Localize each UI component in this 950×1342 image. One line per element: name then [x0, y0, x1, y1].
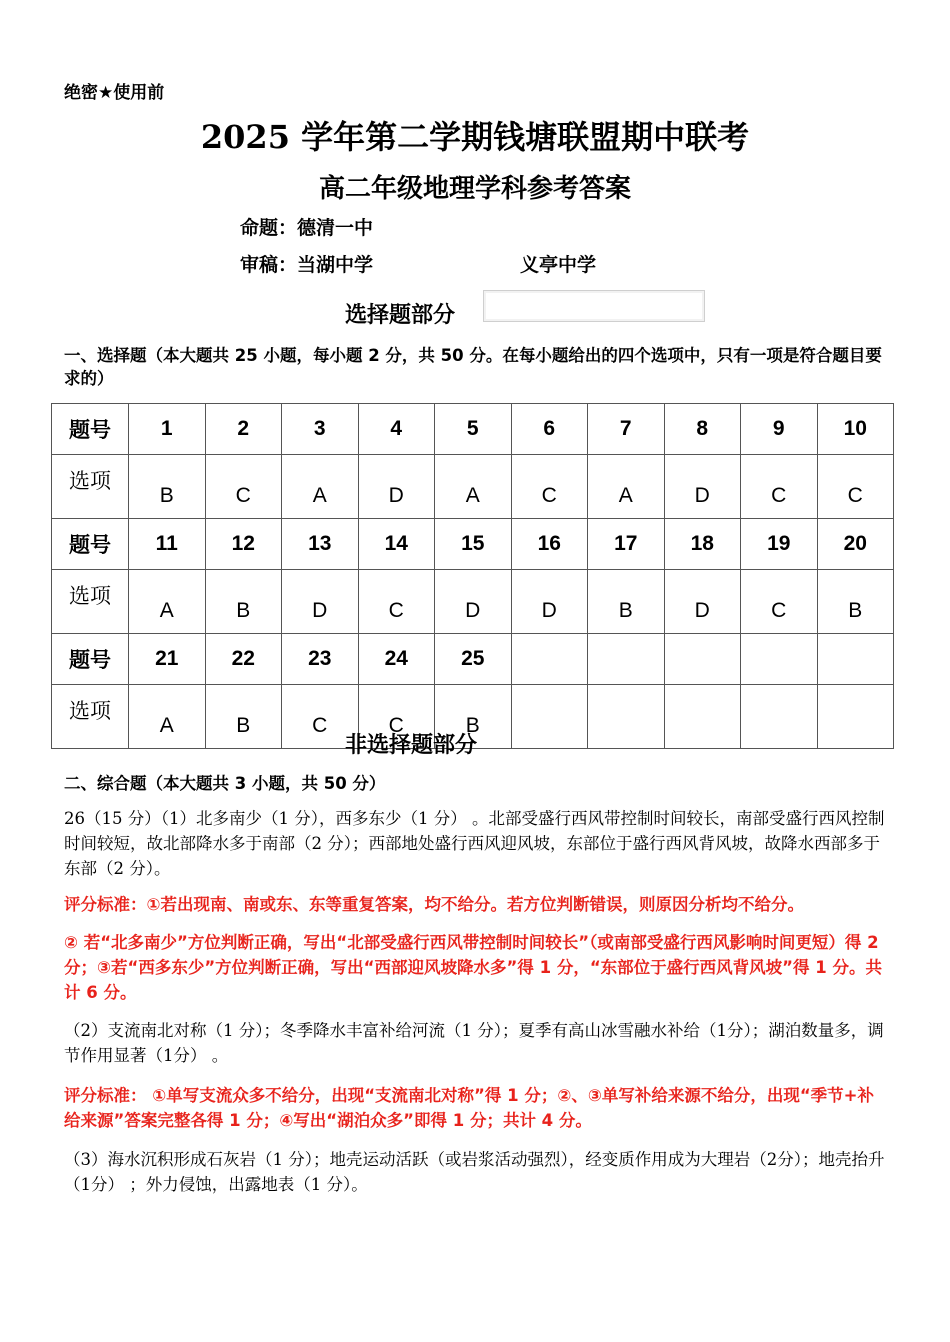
question-number-cell: 1: [129, 404, 206, 455]
question-number-cell: 3: [282, 404, 359, 455]
choice-section-intro: 一、选择题（本大题共 25 小题，每小题 2 分，共 50 分。在每小题给出的四个选项中，只有一项是符合题目要求的）: [64, 346, 882, 388]
exam-title: 2025 学年第二学期钱塘联盟期中联考: [200, 118, 750, 156]
question-number-header: 题号: [52, 404, 129, 455]
answer-option-header: 选项: [52, 570, 129, 634]
answer-option-cell: D: [435, 570, 512, 634]
table-row: [52, 634, 894, 685]
question-number-header: 题号: [52, 519, 129, 570]
reviewer-credit: 审稿：当湖中学: [240, 254, 374, 276]
answer-option-cell: D: [282, 570, 359, 634]
table-row: [52, 519, 894, 570]
question-number-header: 题号: [52, 634, 129, 685]
question-number-cell: [664, 634, 741, 685]
answer-option-cell: C: [358, 570, 435, 634]
question-number-cell: 17: [588, 519, 665, 570]
answer-option-cell: A: [588, 455, 665, 519]
table-row: [52, 570, 894, 634]
question-number-cell: 23: [282, 634, 359, 685]
answer-option-cell: D: [664, 455, 741, 519]
answer-option-cell: C: [282, 685, 359, 749]
answer-option-cell: A: [282, 455, 359, 519]
answer-table: [51, 403, 894, 749]
confidential-label: 绝密★使用前: [64, 83, 165, 103]
answer-option-cell: C: [741, 455, 818, 519]
answer-option-cell: [664, 685, 741, 749]
answer-q26-part3: （3）海水沉积形成石灰岩（1 分）；地壳运动活跃（或岩浆活动强烈），经变质作用成为大理岩（2分）；地壳抬升（1分） ；外力侵蚀，出露地表（1 分）。: [64, 1150, 885, 1194]
choice-section-title: 选择题部分: [345, 303, 456, 328]
essay-section-intro: 二、综合题（本大题共 3 小题，共 50 分）: [64, 774, 386, 793]
answer-option-cell: D: [358, 455, 435, 519]
answer-option-cell: [741, 685, 818, 749]
answer-option-cell: A: [129, 685, 206, 749]
table-row: [52, 455, 894, 519]
answer-q26-part1: 26（15 分）（1）北多南少（1 分），西多东少（1 分） 。北部受盛行西风带控制时间较长，南部受盛行西风控制时间较短，故北部降水多于南部（2 分）；西部地处盛行西风迎风坡，东部位于盛行西风背风坡，故降水西部多于东部（2 分）。: [64, 809, 885, 878]
question-number-cell: [817, 634, 894, 685]
answer-option-cell: C: [741, 570, 818, 634]
table-row: [52, 404, 894, 455]
question-number-cell: [588, 634, 665, 685]
answer-option-cell: D: [664, 570, 741, 634]
question-number-cell: 11: [129, 519, 206, 570]
question-number-cell: 24: [358, 634, 435, 685]
answer-option-cell: B: [205, 685, 282, 749]
rubric-note-1: 评分标准：①若出现南、南或东、东等重复答案，均不给分。若方位判断错误，则原因分析均不给分。: [64, 895, 804, 914]
answer-option-cell: D: [511, 570, 588, 634]
exam-subtitle: 高二年级地理学科参考答案: [318, 174, 631, 204]
question-number-cell: 4: [358, 404, 435, 455]
question-number-cell: 9: [741, 404, 818, 455]
question-number-cell: 8: [664, 404, 741, 455]
question-number-cell: 19: [741, 519, 818, 570]
answer-option-cell: C: [511, 455, 588, 519]
answer-q26-part2: （2）支流南北对称（1 分）；冬季降水丰富补给河流（1 分）；夏季有高山冰雪融水补给（1分）；湖泊数量多，调节作用显著（1分） 。: [64, 1021, 884, 1065]
question-number-cell: 14: [358, 519, 435, 570]
question-number-cell: 7: [588, 404, 665, 455]
rubric-note-2: ② 若“北多南少”方位判断正确，写出“北部受盛行西风带控制时间较长”（或南部受盛行西风影响时间更短）得 2 分；③若“西多东少”方位判断正确，写出“西部迎风坡降水多”得 1 分，“东部位于盛行西风背风坡”得 1 分。共计 6 分。: [64, 933, 882, 1002]
question-number-cell: 2: [205, 404, 282, 455]
answer-option-header: 选项: [52, 685, 129, 749]
question-number-cell: 5: [435, 404, 512, 455]
answer-option-cell: A: [435, 455, 512, 519]
question-number-cell: 25: [435, 634, 512, 685]
answer-option-cell: B: [129, 455, 206, 519]
question-number-cell: 13: [282, 519, 359, 570]
question-number-cell: 22: [205, 634, 282, 685]
proposer-credit: 命题：德清一中: [240, 217, 374, 239]
answer-option-header: 选项: [52, 455, 129, 519]
answer-option-cell: B: [435, 685, 512, 749]
answer-option-cell: B: [205, 570, 282, 634]
question-number-cell: 15: [435, 519, 512, 570]
question-number-cell: 20: [817, 519, 894, 570]
score-box: [483, 290, 705, 322]
answer-option-cell: A: [129, 570, 206, 634]
question-number-cell: 18: [664, 519, 741, 570]
question-number-cell: 6: [511, 404, 588, 455]
question-number-cell: [511, 634, 588, 685]
question-number-cell: 10: [817, 404, 894, 455]
answer-option-cell: [511, 685, 588, 749]
question-number-cell: [741, 634, 818, 685]
essay-section-title: 非选择题部分: [345, 733, 478, 758]
answer-option-cell: [588, 685, 665, 749]
answer-option-cell: B: [588, 570, 665, 634]
reviewer-credit-2: 义亭中学: [520, 254, 597, 276]
answer-option-cell: C: [205, 455, 282, 519]
answer-option-cell: B: [817, 570, 894, 634]
rubric-note-3: 评分标准： ①单写支流众多不给分，出现“支流南北对称”得 1 分；②、③单写补给来源不给分，出现“季节+补给来源”答案完整各得 1 分；④写出“湖泊众多”即得 1 分；共计 4 分。: [64, 1086, 874, 1130]
question-number-cell: 12: [205, 519, 282, 570]
question-number-cell: 21: [129, 634, 206, 685]
answer-option-cell: [817, 685, 894, 749]
question-number-cell: 16: [511, 519, 588, 570]
answer-option-cell: C: [358, 685, 435, 749]
answer-option-cell: C: [817, 455, 894, 519]
